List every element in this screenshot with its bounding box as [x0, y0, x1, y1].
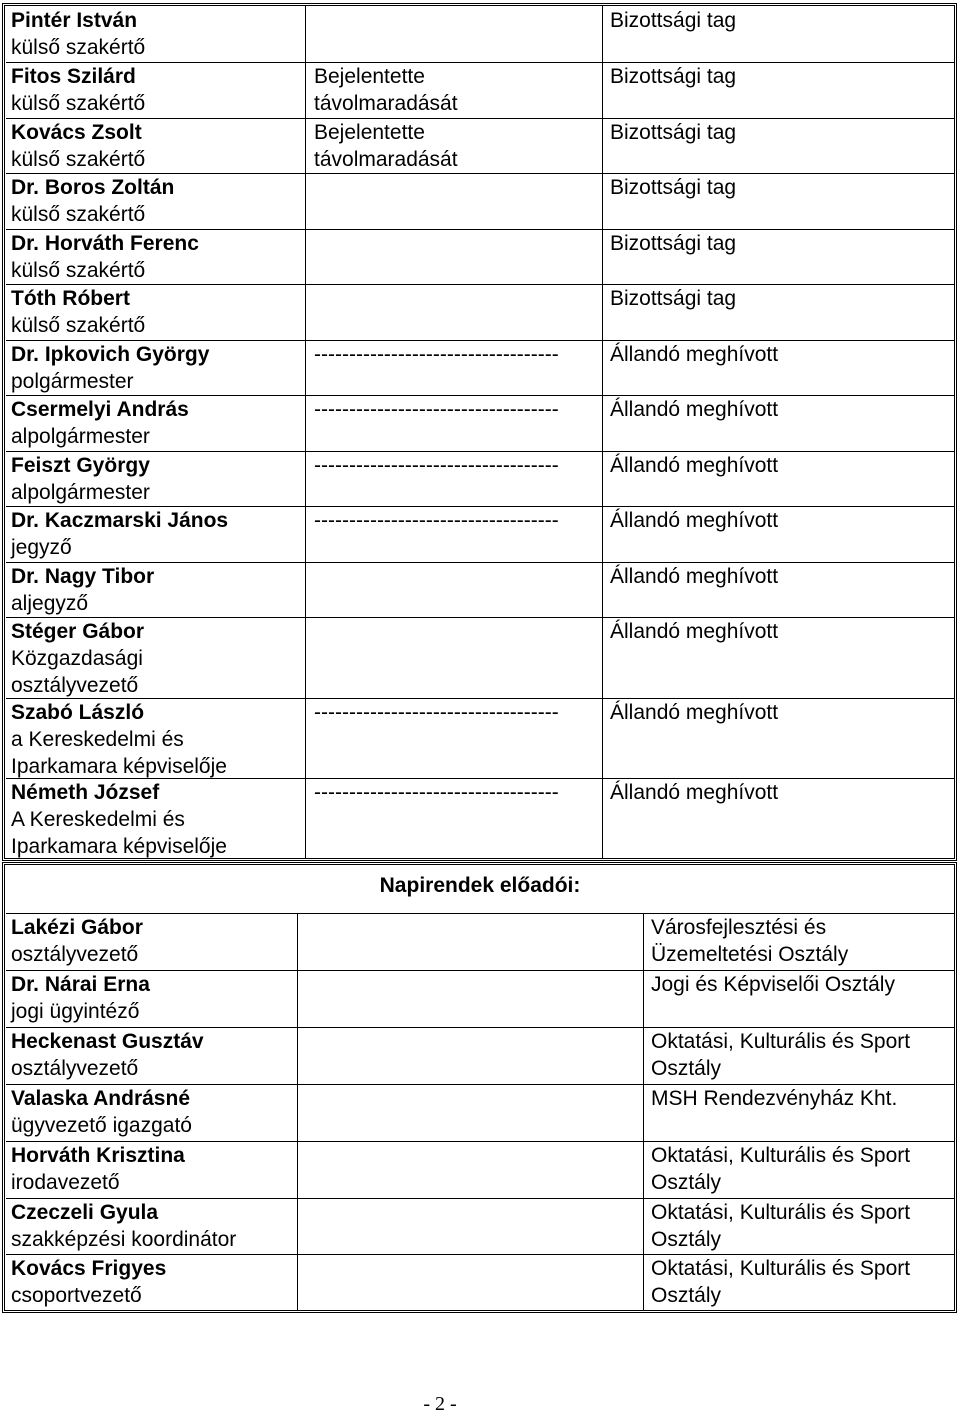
presenter-unit: Oktatási, Kulturális és Sport Osztály: [651, 1144, 911, 1194]
attendance-note: Bejelentette: [314, 121, 425, 144]
member-title: külső szakértő: [11, 148, 146, 171]
member-role: Bizottsági tag: [610, 232, 737, 255]
attendance-note: Bejelentette: [314, 65, 425, 88]
member-title: külső szakértő: [11, 36, 146, 59]
divider: [6, 118, 954, 119]
presenter-unit: Oktatási, Kulturális és Sport Osztály: [651, 1030, 911, 1080]
member-title: külső szakértő: [11, 203, 146, 226]
divider: [6, 284, 954, 285]
page-number: - 2 -: [423, 1393, 457, 1415]
presenter-title: osztályvezető: [11, 1057, 139, 1080]
attendance-note: -----------------------------------: [314, 343, 559, 366]
divider: [305, 6, 306, 858]
divider: [602, 6, 603, 858]
presenter-unit: Jogi és Képviselői Osztály: [651, 973, 895, 996]
member-name: Dr. Boros Zoltán: [11, 176, 175, 199]
member-title: aljegyző: [11, 592, 89, 615]
member-name: Stéger Gábor: [11, 620, 145, 643]
presenter-name: Kovács Frigyes: [11, 1257, 167, 1280]
attendance-note: -----------------------------------: [314, 509, 559, 532]
divider: [643, 913, 644, 1310]
member-name: Dr. Ipkovich György: [11, 343, 210, 366]
presenter-title: irodavezető: [11, 1171, 120, 1194]
presenters-heading: Napirendek előadói:: [379, 874, 581, 897]
presenter-name: Heckenast Gusztáv: [11, 1030, 204, 1053]
member-title: külső szakértő: [11, 314, 146, 337]
member-name: Németh József: [11, 781, 160, 804]
member-role: Állandó meghívott: [610, 343, 779, 366]
presenter-title: osztályvezető: [11, 943, 139, 966]
attendance-note: -----------------------------------: [314, 781, 559, 804]
member-name: Kovács Zsolt: [11, 121, 142, 144]
member-title: a Kereskedelmi és Iparkamara képviselője: [11, 728, 227, 778]
member-name: Csermelyi András: [11, 398, 189, 421]
attendance-note: távolmaradását: [314, 148, 458, 171]
member-name: Dr. Nagy Tibor: [11, 565, 155, 588]
member-role: Állandó meghívott: [610, 565, 779, 588]
presenter-name: Horváth Krisztina: [11, 1144, 185, 1167]
presenter-name: Valaska Andrásné: [11, 1087, 190, 1110]
member-title: alpolgármester: [11, 425, 150, 448]
member-title: polgármester: [11, 370, 134, 393]
presenter-unit: Oktatási, Kulturális és Sport Osztály: [651, 1201, 911, 1251]
member-role: Állandó meghívott: [610, 454, 779, 477]
member-role: Bizottsági tag: [610, 287, 737, 310]
presenter-name: Lakézi Gábor: [11, 916, 143, 939]
attendance-note: -----------------------------------: [314, 701, 559, 724]
member-role: Állandó meghívott: [610, 701, 779, 724]
member-name: Dr. Kaczmarski János: [11, 509, 229, 532]
member-role: Bizottsági tag: [610, 176, 737, 199]
member-name: Dr. Horváth Ferenc: [11, 232, 199, 255]
member-role: Bizottsági tag: [610, 9, 737, 32]
member-name: Fitos Szilárd: [11, 65, 136, 88]
member-title: A Kereskedelmi és Iparkamara képviselője: [11, 808, 227, 858]
member-title: külső szakértő: [11, 92, 146, 115]
member-title: Közgazdasági osztályvezető: [11, 647, 143, 697]
member-title: alpolgármester: [11, 481, 150, 504]
member-name: Szabó László: [11, 701, 145, 724]
member-role: Bizottsági tag: [610, 65, 737, 88]
presenter-title: csoportvezető: [11, 1284, 142, 1307]
divider: [6, 62, 954, 63]
member-name: Pintér István: [11, 9, 138, 32]
member-title: külső szakértő: [11, 259, 146, 282]
presenter-title: ügyvezető igazgató: [11, 1114, 192, 1137]
member-title: jegyző: [11, 536, 72, 559]
member-role: Állandó meghívott: [610, 781, 779, 804]
member-role: Állandó meghívott: [610, 620, 779, 643]
presenter-unit: Városfejlesztési és Üzemeltetési Osztály: [651, 916, 849, 966]
attendance-note: -----------------------------------: [314, 398, 559, 421]
presenter-title: szakképzési koordinátor: [11, 1228, 237, 1251]
attendance-note: -----------------------------------: [314, 454, 559, 477]
presenter-unit: Oktatási, Kulturális és Sport Osztály: [651, 1257, 911, 1307]
attendance-note: távolmaradását: [314, 92, 458, 115]
member-role: Állandó meghívott: [610, 509, 779, 532]
divider: [297, 913, 298, 1310]
member-role: Bizottsági tag: [610, 121, 737, 144]
member-role: Állandó meghívott: [610, 398, 779, 421]
divider: [6, 617, 954, 618]
presenter-title: jogi ügyintéző: [11, 1000, 140, 1023]
presenter-unit: MSH Rendezvényház Kht.: [651, 1087, 898, 1110]
member-name: Feiszt György: [11, 454, 150, 477]
member-name: Tóth Róbert: [11, 287, 130, 310]
presenter-name: Czeczeli Gyula: [11, 1201, 159, 1224]
presenter-name: Dr. Nárai Erna: [11, 973, 150, 996]
